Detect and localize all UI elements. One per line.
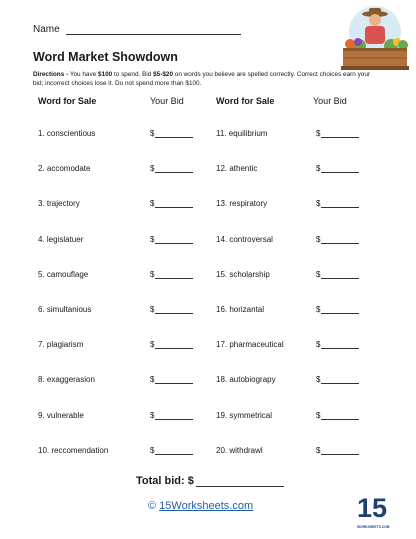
directions-text-2: to spend. Bid <box>112 71 154 78</box>
directions-label: Directions - <box>33 71 69 78</box>
bid-field[interactable] <box>150 340 193 349</box>
directions-budget: $100 <box>98 71 113 78</box>
dollar-sign: $ <box>150 305 155 314</box>
word-item: 7. plagiarism <box>38 340 84 349</box>
dollar-sign: $ <box>150 164 155 173</box>
dollar-sign: $ <box>316 411 321 420</box>
bid-blank[interactable] <box>155 129 193 138</box>
total-bid <box>136 475 284 487</box>
dollar-sign: $ <box>316 446 321 455</box>
bid-field[interactable] <box>150 446 193 455</box>
name-blank[interactable] <box>66 24 241 35</box>
word-item: 4. legislatuer <box>38 235 84 244</box>
copyright-symbol: © <box>148 500 157 512</box>
directions-range: $5-$20 <box>153 71 173 78</box>
dollar-sign: $ <box>150 411 155 420</box>
bid-blank[interactable] <box>321 129 359 138</box>
word-item: 6. simultanious <box>38 305 92 314</box>
bid-blank[interactable] <box>155 340 193 349</box>
bid-blank[interactable] <box>321 164 359 173</box>
dollar-sign: $ <box>150 199 155 208</box>
word-item: 3. trajectory <box>38 199 80 208</box>
total-bid-label: Total bid: $ <box>136 475 194 487</box>
bid-field[interactable] <box>316 164 359 173</box>
bid-field[interactable] <box>150 164 193 173</box>
bid-blank[interactable] <box>321 375 359 384</box>
dollar-sign: $ <box>316 270 321 279</box>
word-item: 12. athentic <box>216 164 258 173</box>
bid-field[interactable] <box>316 340 359 349</box>
word-item: 5. camouflage <box>38 270 89 279</box>
word-item: 13. respiratory <box>216 199 268 208</box>
directions <box>33 70 378 88</box>
bid-blank[interactable] <box>155 446 193 455</box>
site-link[interactable]: 15Worksheets.com <box>159 500 254 512</box>
bid-field[interactable] <box>316 270 359 279</box>
market-vendor-illustration-icon <box>335 4 413 74</box>
dollar-sign: $ <box>316 340 321 349</box>
bid-blank[interactable] <box>321 270 359 279</box>
word-item: 8. exaggerasion <box>38 375 95 384</box>
dollar-sign: $ <box>150 235 155 244</box>
word-item: 19. symmetrical <box>216 411 273 420</box>
column-header-bid-right: Your Bid <box>313 96 347 106</box>
bid-field[interactable] <box>316 446 359 455</box>
bid-field[interactable] <box>316 129 359 138</box>
bid-blank[interactable] <box>321 235 359 244</box>
dollar-sign: $ <box>150 270 155 279</box>
word-item: 1. conscientious <box>38 129 96 138</box>
bid-blank[interactable] <box>155 164 193 173</box>
total-bid-blank[interactable] <box>196 476 284 487</box>
bid-blank[interactable] <box>321 199 359 208</box>
bid-blank[interactable] <box>321 305 359 314</box>
logo-number: 15 <box>357 493 388 523</box>
footer-link[interactable] <box>148 500 253 512</box>
dollar-sign: $ <box>150 340 155 349</box>
logo-text: WORKSHEETS.COM <box>357 525 390 529</box>
word-item: 9. vulnerable <box>38 411 84 420</box>
dollar-sign: $ <box>316 375 321 384</box>
word-item: 17. pharmaceutical <box>216 340 284 349</box>
dollar-sign: $ <box>150 129 155 138</box>
name-row <box>33 24 241 35</box>
bid-field[interactable] <box>150 305 193 314</box>
word-item: 15. scholarship <box>216 270 270 279</box>
bid-blank[interactable] <box>155 375 193 384</box>
directions-text-1: You have <box>68 71 99 78</box>
site-logo <box>357 492 390 534</box>
bid-field[interactable] <box>150 270 193 279</box>
page-title: Word Market Showdown <box>33 50 178 64</box>
column-header-word-left: Word for Sale <box>38 96 97 106</box>
bid-blank[interactable] <box>155 235 193 244</box>
bid-blank[interactable] <box>321 446 359 455</box>
bid-field[interactable] <box>150 375 193 384</box>
bid-field[interactable] <box>316 235 359 244</box>
bid-field[interactable] <box>316 199 359 208</box>
bid-field[interactable] <box>150 129 193 138</box>
word-item: 16. horizantal <box>216 305 265 314</box>
word-item: 10. reccomendation <box>38 446 109 455</box>
bid-blank[interactable] <box>321 411 359 420</box>
word-item: 2. accomodate <box>38 164 91 173</box>
directions-text-3: on words you believe are spelled correctly. Correct choices earn your bid; incorrect choices lose it. Do not spend more than $100. <box>33 71 371 87</box>
bid-field[interactable] <box>316 305 359 314</box>
dollar-sign: $ <box>316 129 321 138</box>
column-header-bid-left: Your Bid <box>150 96 184 106</box>
dollar-sign: $ <box>316 305 321 314</box>
dollar-sign: $ <box>316 235 321 244</box>
bid-blank[interactable] <box>155 305 193 314</box>
bid-field[interactable] <box>316 411 359 420</box>
dollar-sign: $ <box>316 199 321 208</box>
dollar-sign: $ <box>150 446 155 455</box>
word-item: 20. withdrawl <box>216 446 263 455</box>
word-item: 14. controversal <box>216 235 273 244</box>
bid-blank[interactable] <box>321 340 359 349</box>
dollar-sign: $ <box>150 375 155 384</box>
column-header-word-right: Word for Sale <box>216 96 275 106</box>
bid-blank[interactable] <box>155 199 193 208</box>
bid-field[interactable] <box>150 235 193 244</box>
dollar-sign: $ <box>316 164 321 173</box>
word-item: 11. equilibrium <box>216 129 268 138</box>
word-item: 18. autobiograpy <box>216 375 276 384</box>
bid-blank[interactable] <box>155 411 193 420</box>
bid-field[interactable] <box>150 411 193 420</box>
name-label: Name <box>33 24 60 35</box>
bid-field[interactable] <box>316 375 359 384</box>
bid-blank[interactable] <box>155 270 193 279</box>
bid-field[interactable] <box>150 199 193 208</box>
